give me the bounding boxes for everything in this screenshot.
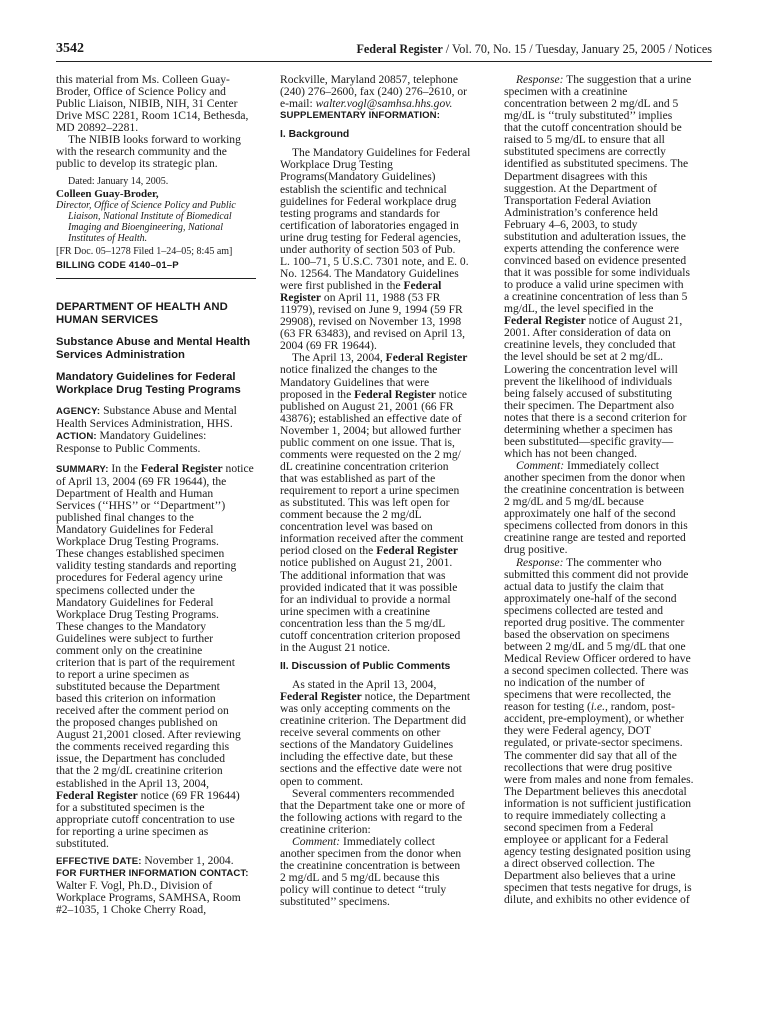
- text-line: determining whether a specimen has: [504, 423, 673, 436]
- text-line: Liaison, National Institute of Biomedical: [68, 210, 232, 222]
- text-line: recollections that were drug positive: [504, 761, 673, 774]
- text-line: approximately one-half of the second: [504, 592, 677, 605]
- text-line: These changes to the Mandatory: [56, 620, 207, 633]
- summary-paragraph: [56, 463, 256, 850]
- text-line: employee or applicant for a Federal: [504, 833, 669, 846]
- text-line: this material from Ms. Colleen Guay-: [56, 74, 230, 86]
- dated-line: Dated: January 14, 2005.: [68, 175, 169, 187]
- text-line: concentration less than the 5 mg/dL: [280, 617, 446, 630]
- comment-paragraph-2: [504, 460, 712, 557]
- contact-block: [56, 868, 256, 916]
- text-line: Comment: Immediately collect: [292, 835, 436, 848]
- text-line: comment because the 2 mg/dL: [280, 509, 422, 522]
- contact-email-link[interactable]: walter.vogl@samhsa.hhs.gov.: [315, 98, 453, 111]
- text-line: Transportation Federal Aviation: [504, 194, 651, 207]
- text-line: testing programs and standards for: [280, 207, 440, 220]
- text-line: information received after the comment: [280, 533, 464, 546]
- signer-title: [56, 200, 256, 244]
- text-line: comments were requested on the 2 mg/: [280, 448, 461, 461]
- text-line: specimens collected under the: [56, 584, 195, 597]
- text-line: published on August 21, 2001 (66 FR: [280, 400, 454, 413]
- text-line: Rockville, Maryland 20857, telephone: [280, 74, 458, 86]
- text-line: specimens that were recollected, the: [504, 689, 672, 702]
- text-line: Federal Register notice of August 21,: [504, 315, 683, 328]
- text-line: No. 12564. The Mandatory Guidelines: [280, 267, 459, 280]
- text-line: their specimen. The Department also: [504, 399, 675, 412]
- billing-code: BILLING CODE 4140–01–P: [56, 259, 179, 271]
- text-line: sections and the effective date were not: [280, 763, 462, 776]
- text-line: Institutes of Health.: [68, 232, 148, 244]
- text-line: were first published in the Federal: [280, 280, 442, 292]
- text-line: The commenter did say that all of the: [504, 749, 677, 762]
- column-1: [56, 74, 256, 916]
- text-line: second specimen from a Federal: [504, 821, 654, 834]
- text-line: The April 13, 2004, Federal Register: [292, 352, 468, 365]
- agency-line: [56, 405, 256, 430]
- text-line: Workplace Drug Testing Programs.: [56, 536, 219, 549]
- text-line: the proposed changes published on: [56, 717, 218, 730]
- text-line: DEPARTMENT OF HEALTH AND: [56, 300, 228, 313]
- effective-date: [56, 855, 256, 868]
- text-line: based this criterion on information: [56, 693, 216, 706]
- text-line: suggestion. At the Department of: [504, 182, 657, 195]
- text-line: that the Department take one or more of: [280, 799, 465, 812]
- action-line: [56, 430, 256, 455]
- text-line: urine specimen with a creatinine: [280, 605, 431, 618]
- text-line: dilute, and exhibits no other evidence of: [504, 894, 690, 907]
- text-line: Services (‘‘HHS’’ or ‘‘Department’’): [56, 500, 226, 513]
- text-line: Administration’s conference held: [504, 206, 658, 219]
- text-line: been substituted—specific gravity—: [504, 435, 674, 448]
- text-line: L. 100–71, 5 U.S.C. 7301 note, and E. 0.: [280, 255, 469, 268]
- text-line: substitution and adulteration issues, the: [504, 230, 686, 243]
- text-line: Department disagrees with this: [504, 170, 648, 183]
- text-line: open to comment.: [280, 775, 364, 788]
- text-line: to report a urine specimen as: [56, 668, 190, 681]
- text-line: Public Liaison, NIBIB, NIH, 31 Center: [56, 98, 238, 111]
- text-line: public to develop its strategic plan.: [56, 158, 218, 171]
- text-line: February 4–6, 2003, to study: [504, 218, 638, 231]
- text-line: approximately one half of the second: [504, 508, 676, 521]
- text-line: 11979), revised on June 9, 1994 (59 FR: [280, 304, 463, 317]
- text-line: urine drug testing for Federal agencies,: [280, 231, 461, 244]
- text-line: received after the comment period on: [56, 705, 229, 718]
- department-heading: [56, 301, 256, 327]
- text-line: for reporting a urine specimen as: [56, 825, 209, 838]
- text-line: As stated in the April 13, 2004,: [292, 679, 437, 691]
- text-line: policy will continue to detect ‘‘truly: [280, 884, 447, 897]
- text-line: specimen that tests negative for drugs, is: [504, 882, 692, 895]
- text-line: the level should be set at 2 mg/dL.: [504, 351, 664, 364]
- text-line: information is not sufficient justification: [504, 797, 692, 810]
- text-line: establish the scientific and technical: [280, 183, 447, 196]
- text-line: Federal Register notice (69 FR 19644): [56, 789, 240, 802]
- text-line: Response to Public Comments.: [56, 442, 201, 455]
- running-head: [356, 42, 712, 57]
- text-line: Federal Register notice, the Department: [280, 691, 471, 704]
- text-line: including the effective date, but these: [280, 751, 453, 764]
- text-line: SUPPLEMENTARY INFORMATION:: [280, 110, 441, 122]
- text-line: The Department believes this anecdotal: [504, 785, 687, 798]
- background-paragraph-2: [280, 352, 480, 654]
- text-line: procedures for Federal agency urine: [56, 572, 223, 585]
- text-line: that was established as part of the: [280, 473, 436, 485]
- text-line: 2 mg/dL and 5 mg/dL because: [504, 496, 644, 509]
- text-line: comment only on the creatinine: [56, 644, 203, 657]
- text-line: AGENCY: Substance Abuse and Mental: [56, 404, 237, 417]
- column-3: [504, 74, 712, 906]
- text-line: was only accepting comments on the: [280, 703, 451, 716]
- text-line: 43876); established an effective date of: [280, 412, 462, 425]
- text-line: which has not been changed.: [504, 447, 638, 460]
- text-line: HUMAN SERVICES: [56, 313, 159, 326]
- text-line: Mandatory Guidelines that were: [280, 376, 430, 389]
- text-line: of April 13, 2004 (69 FR 19644), the: [56, 475, 227, 488]
- text-line: substituted.: [56, 837, 109, 850]
- text-line: another specimen from the donor when: [280, 847, 462, 860]
- text-line: the comments received regarding this: [56, 741, 230, 754]
- issue-citation: / Vol. 70, No. 15 / Tuesday, January 25, 2005 / Notices: [442, 42, 712, 56]
- text-line: period closed on the Federal Register: [280, 545, 458, 558]
- text-line: prevent the likelihood of individuals: [504, 375, 673, 388]
- text-line: established in the April 13, 2004,: [56, 777, 209, 790]
- divider: [56, 278, 256, 279]
- text-line: concentration level was based on: [280, 521, 433, 534]
- text-line: specimen with a creatinine: [504, 86, 628, 99]
- text-line: Workplace Programs, SAMHSA, Room: [56, 892, 241, 905]
- text-line: Health Services Administration, HHS.: [56, 417, 233, 430]
- text-line: another specimen from the donor when: [504, 472, 686, 485]
- text-line: the creatinine concentration is between: [504, 484, 685, 497]
- text-line: The NIBIB looks forward to working: [68, 134, 241, 147]
- text-line: they were Federal agency, DOT: [504, 725, 652, 738]
- text-line: experts attending the conference were: [504, 242, 680, 255]
- closing-paragraph: [56, 134, 256, 171]
- intro-paragraph: [56, 74, 256, 134]
- text-line: Register on April 11, 1988 (53 FR: [280, 292, 441, 305]
- text-line: criterion that is part of the requirement: [56, 656, 235, 669]
- text-line: under authority of section 503 of Pub.: [280, 243, 456, 256]
- text-line: a creatinine concentration of less than 5: [504, 291, 688, 304]
- text-line: Lowering the concentration level will: [504, 363, 678, 376]
- text-line: being falsely accused of substituting: [504, 387, 673, 400]
- text-line: FOR FURTHER INFORMATION CONTACT:: [56, 867, 249, 879]
- text-line: reported drug positive. The commenter: [504, 616, 685, 629]
- text-line: August 21,2001 closed. After reviewing: [56, 729, 241, 742]
- text-line: creatinine criterion. The Department did: [280, 715, 467, 728]
- text-line: MD 20892–2281.: [56, 122, 139, 135]
- text-line: Department of Health and Human: [56, 488, 214, 500]
- text-line: e-mail: walter.vogl@samhsa.hhs.gov.: [280, 98, 453, 111]
- text-line: Guidelines were subject to further: [56, 632, 214, 645]
- text-line: (63 FR 63483), and revised on April 13,: [280, 328, 466, 341]
- signer-name: Colleen Guay-Broder,: [56, 187, 159, 200]
- text-line: submitted this comment did not provide: [504, 568, 689, 581]
- text-line: ACTION: Mandatory Guidelines:: [56, 429, 207, 442]
- text-line: mg/dL, the level specified in the: [504, 303, 654, 316]
- text-line: The Mandatory Guidelines for Federal: [292, 147, 471, 160]
- fr-doc-line: [FR Doc. 05–1278 Filed 1–24–05; 8:45 am]: [56, 245, 233, 257]
- text-line: Medical Review Officer ordered to have: [504, 653, 691, 665]
- text-line: convinced based on evidence presented: [504, 254, 687, 267]
- document-title: [56, 371, 256, 397]
- text-line: Substance Abuse and Mental Health: [56, 335, 251, 348]
- text-line: issue, the Department has concluded: [56, 753, 225, 766]
- text-line: cutoff concentration criterion proposed: [280, 629, 461, 642]
- text-line: These changes established specimen: [56, 548, 225, 561]
- text-line: in the August 21 notice.: [280, 641, 391, 654]
- text-line: November 1, 2004; but allowed further: [280, 424, 461, 437]
- text-line: that the cutoff concentration should be: [504, 122, 682, 135]
- journal-name: Federal Register: [356, 42, 443, 56]
- response-paragraph-2: [504, 557, 712, 907]
- text-line: EFFECTIVE DATE: November 1, 2004.: [56, 854, 234, 867]
- discussion-paragraph-1: [280, 679, 480, 788]
- contact-continued: [280, 74, 480, 122]
- text-line: Response: The suggestion that a urine: [516, 74, 692, 86]
- text-line: Drive MSC 2281, Room 1C14, Bethesda,: [56, 110, 249, 123]
- text-line: the creatinine concentration is between: [280, 859, 461, 872]
- text-line: 29908), revised on November 13, 1998: [280, 316, 462, 329]
- text-line: requirement to report a urine specimen: [280, 485, 460, 498]
- text-line: the following actions with regard to the: [280, 811, 463, 824]
- text-line: #2–1035, 1 Choke Cherry Road,: [56, 904, 207, 917]
- text-line: Comment: Immediately collect: [516, 460, 660, 472]
- text-line: The additional information that was: [280, 569, 446, 582]
- comment-paragraph-1: [280, 836, 480, 908]
- text-line: validity testing standards and reporting: [56, 560, 237, 573]
- running-header: [56, 41, 712, 62]
- text-line: published final changes to the: [56, 512, 194, 525]
- text-line: to require immediately collecting a: [504, 809, 666, 822]
- text-line: Services Administration: [56, 348, 185, 361]
- background-paragraph-1: [280, 147, 480, 352]
- text-line: no indication of the number of: [504, 677, 645, 690]
- text-line: Workplace Drug Testing Programs.: [56, 608, 219, 621]
- column-2: [280, 74, 480, 908]
- text-line: public comment on one issue. That is,: [280, 436, 455, 449]
- text-line: 2004 (69 FR 19644).: [280, 340, 377, 353]
- text-line: to produce a valid urine specimen with: [504, 279, 684, 292]
- text-line: Walter F. Vogl, Ph.D., Division of: [56, 880, 213, 892]
- text-line: Department also believes that a urine: [504, 870, 676, 883]
- section-heading-background: I. Background: [280, 129, 350, 141]
- text-line: Mandatory Guidelines for Federal: [56, 596, 214, 609]
- text-line: (240) 276–2600, fax (240) 276–2610, or: [280, 86, 467, 99]
- text-line: regulated, or private-sector specimens.: [504, 737, 683, 750]
- text-line: dL creatinine concentration criterion: [280, 460, 449, 473]
- text-line: appropriate cutoff concentration to use: [56, 813, 235, 826]
- text-line: SUMMARY: In the Federal Register notice: [56, 462, 254, 475]
- page-number: 3542: [56, 41, 84, 56]
- agency-heading: [56, 336, 256, 362]
- text-line: a direct observed collection. The: [504, 858, 655, 871]
- text-line: Mandatory Guidelines for Federal: [56, 370, 236, 383]
- text-line: based the observation on specimens: [504, 628, 670, 641]
- text-line: notice finalized the changes to the: [280, 364, 438, 377]
- section-heading-discussion: II. Discussion of Public Comments: [280, 660, 451, 672]
- text-line: notice published on August 21, 2001.: [280, 557, 453, 570]
- text-line: that the 2 mg/dL creatinine criterion: [56, 765, 223, 778]
- response-paragraph-1: [504, 74, 712, 460]
- text-line: creatinine criterion:: [280, 823, 371, 836]
- text-line: actual data to justify the claim that: [504, 580, 664, 593]
- text-line: creatinine range are tested and reported: [504, 532, 686, 545]
- text-line: reason for testing (i.e., random, post-: [504, 701, 675, 714]
- text-line: for a substituted specimen is the: [56, 801, 205, 814]
- text-line: substituted’’ specimens.: [280, 896, 390, 909]
- text-line: Several commenters recommended: [292, 787, 455, 800]
- text-line: proposed in the Federal Register notice: [280, 388, 467, 401]
- text-line: mg/dL is ‘‘truly substituted’’ implies: [504, 110, 673, 123]
- text-line: accident, pre-employment), or whether: [504, 713, 684, 726]
- text-line: Response: The commenter who: [516, 556, 662, 569]
- text-line: specimens collected are tested and: [504, 604, 664, 617]
- text-line: Programs(Mandatory Guidelines): [280, 171, 436, 184]
- text-line: with the research community and the: [56, 146, 227, 159]
- text-line: guidelines for Federal workplace drug: [280, 195, 457, 208]
- text-line: Workplace Drug Testing: [280, 159, 393, 172]
- text-line: specimens collected from donors in this: [504, 520, 688, 533]
- text-line: for an individual to provide a normal: [280, 593, 451, 606]
- text-line: provided indicated that it was possible: [280, 581, 458, 594]
- text-line: substituted because the Department: [56, 681, 220, 693]
- text-line: that it was possible for some individuals: [504, 267, 691, 279]
- text-line: 2001. After consideration of data on: [504, 327, 671, 340]
- text-line: Mandatory Guidelines for Federal: [56, 524, 214, 537]
- text-line: certification of laboratories engaged in: [280, 219, 459, 232]
- text-line: agency testing designated position using: [504, 846, 691, 858]
- text-line: notes that there is a second criterion for: [504, 411, 687, 424]
- text-line: raised to 5 mg/dL to ensure that all: [504, 134, 665, 147]
- text-line: Workplace Drug Testing Programs: [56, 383, 241, 396]
- text-line: Director, Office of Science Policy and Public: [56, 199, 236, 211]
- text-line: creatinine levels, they concluded that: [504, 339, 676, 352]
- discussion-paragraph-2: [280, 788, 480, 836]
- text-line: were from males and none from females.: [504, 773, 694, 786]
- text-line: sections of the Mandatory Guidelines: [280, 739, 454, 752]
- text-line: a second specimen collected. There was: [504, 665, 689, 678]
- text-line: 2 mg/dL and 5 mg/dL because this: [280, 872, 440, 884]
- text-line: Broder, Office of Science Policy and: [56, 86, 226, 99]
- text-line: concentration between 2 mg/dL and 5: [504, 98, 679, 111]
- text-line: drug positive.: [504, 544, 568, 557]
- text-line: identified as substituted specimens. The: [504, 158, 689, 171]
- text-line: substituted specimens are correctly: [504, 146, 666, 159]
- text-line: as substituted. This was left open for: [280, 497, 450, 510]
- text-line: Imaging and Bioengineering, National: [68, 221, 223, 233]
- text-line: receive several comments on other: [280, 727, 441, 740]
- text-line: between 2 mg/dL and 5 mg/dL that one: [504, 640, 686, 653]
